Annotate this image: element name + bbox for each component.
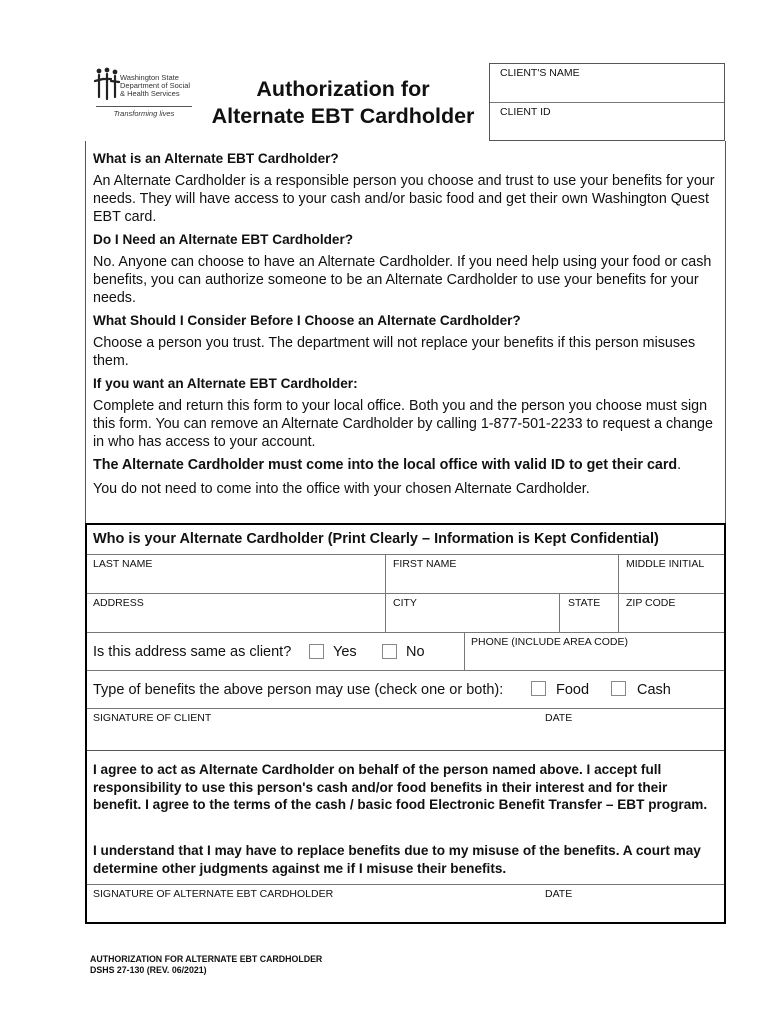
benefits-row (87, 671, 724, 709)
alternate-signature-row (87, 884, 724, 922)
zip-code-label: ZIP CODE (626, 597, 676, 609)
city-field[interactable] (386, 594, 559, 632)
address-label: ADDRESS (93, 597, 144, 609)
logo-text-line2: Department of Social (120, 81, 191, 90)
answer-consider: Choose a person you trust. The department will not replace your benefits if this person misuses them. (93, 335, 696, 369)
logo-text-line3: & Health Services (120, 89, 180, 98)
answer-what-is: An Alternate Cardholder is a responsible person you choose and trust to use your benefits for your needs. They will have access to your cash and/or basic food and get their own Washington Quest EBT card. (93, 173, 715, 225)
client-id-field[interactable] (490, 103, 724, 142)
question-consider: What Should I Consider Before I Choose an Alternate Cardholder? (93, 313, 521, 328)
first-name-field[interactable] (386, 555, 618, 593)
phone-field[interactable] (465, 633, 724, 670)
no-need-notice: You do not need to come into the office with your chosen Alternate Cardholder. (93, 481, 590, 497)
agreement-paragraph: I agree to act as Alternate Cardholder on behalf of the person named above. I accept full responsibility to use this person's cash and/or food benefits in their interest and for their benefit. I agree to the terms of the cash / basic food Electronic Benefit Transfer – EBT program. (93, 762, 708, 812)
first-name-label: FIRST NAME (393, 558, 457, 570)
must-come-text: The Alternate Cardholder must come into the local office with valid ID to get their card (93, 457, 678, 473)
last-name-label: LAST NAME (93, 558, 153, 570)
state-field[interactable] (560, 594, 618, 632)
food-label: Food (556, 682, 590, 698)
client-signature-field[interactable] (87, 709, 537, 750)
client-name-field[interactable] (490, 64, 724, 103)
no-checkbox[interactable] (382, 644, 397, 659)
no-label: No (406, 644, 425, 660)
address-row (87, 594, 724, 633)
info-section (85, 141, 726, 527)
question-do-i-need: Do I Need an Alternate EBT Cardholder? (93, 232, 354, 247)
client-signature-row (87, 709, 724, 751)
alternate-date-label: DATE (545, 888, 573, 900)
client-date-label: DATE (545, 712, 573, 724)
form-heading: Who is your Alternate Cardholder (Print Clearly – Information is Kept Confidential) (93, 531, 659, 547)
last-name-field[interactable] (87, 555, 385, 593)
client-signature-label: SIGNATURE OF CLIENT (93, 712, 212, 724)
form-footer (90, 954, 322, 976)
answer-if-you-want: Complete and return this form to your local office. Both you and the person you choose must sign this form. You can remove an Alternate Cardholder by calling 1-877-501-2233 to request a change in who has access to your account. (93, 398, 713, 450)
people-figures-icon (94, 67, 120, 101)
form-title-line2: Alternate EBT Cardholder (211, 104, 475, 128)
cash-checkbox[interactable] (611, 681, 626, 696)
logo-divider (96, 106, 192, 107)
footer-form-number: DSHS 27-130 (REV. 06/2021) (90, 965, 207, 975)
must-come-notice (93, 456, 721, 474)
name-row (87, 555, 724, 594)
alternate-cardholder-form (85, 523, 726, 924)
understanding-paragraph: I understand that I may have to replace benefits due to my misuse of the benefits. A court may determine other judgments against me if I misuse their benefits. (93, 843, 701, 876)
address-field[interactable] (87, 594, 385, 632)
zip-code-field[interactable] (619, 594, 724, 632)
footer-form-name: AUTHORIZATION FOR ALTERNATE EBT CARDHOLDER (90, 954, 323, 964)
question-what-is: What is an Alternate EBT Cardholder? (93, 151, 339, 166)
logo-text-line1: Washington State (120, 73, 179, 82)
benefits-question: Type of benefits the above person may use (check one or both): (93, 682, 504, 698)
same-address-question: Is this address same as client? (93, 644, 292, 660)
cash-label: Cash (637, 682, 671, 698)
alternate-signature-label: SIGNATURE OF ALTERNATE EBT CARDHOLDER (93, 888, 334, 900)
middle-initial-label: MIDDLE INITIAL (626, 558, 705, 570)
yes-label: Yes (333, 644, 357, 660)
alternate-signature-field[interactable] (87, 885, 537, 922)
same-address-row (87, 633, 724, 671)
must-come-period: . (677, 457, 682, 473)
question-if-you-want: If you want an Alternate EBT Cardholder: (93, 376, 358, 391)
client-date-field[interactable] (539, 709, 724, 750)
city-label: CITY (393, 597, 417, 609)
client-name-label: CLIENT'S NAME (500, 67, 580, 79)
dshs-logo (90, 66, 200, 122)
state-label: STATE (568, 597, 601, 609)
answer-do-i-need: No. Anyone can choose to have an Alternate Cardholder. If you need help using your food or cash benefits, you can authorize someone to be an Alternate Cardholder to use your benefits for your needs. (93, 254, 712, 306)
form-title-line1: Authorization for (256, 77, 430, 101)
client-id-label: CLIENT ID (500, 106, 551, 118)
client-info-box (489, 63, 725, 141)
logo-tagline: Transforming lives (113, 109, 175, 118)
form-heading-row (87, 525, 724, 555)
phone-label: PHONE (INCLUDE AREA CODE) (471, 636, 628, 648)
food-checkbox[interactable] (531, 681, 546, 696)
yes-checkbox[interactable] (309, 644, 324, 659)
form-title (198, 76, 488, 130)
alternate-date-field[interactable] (539, 885, 724, 922)
middle-initial-field[interactable] (619, 555, 724, 593)
